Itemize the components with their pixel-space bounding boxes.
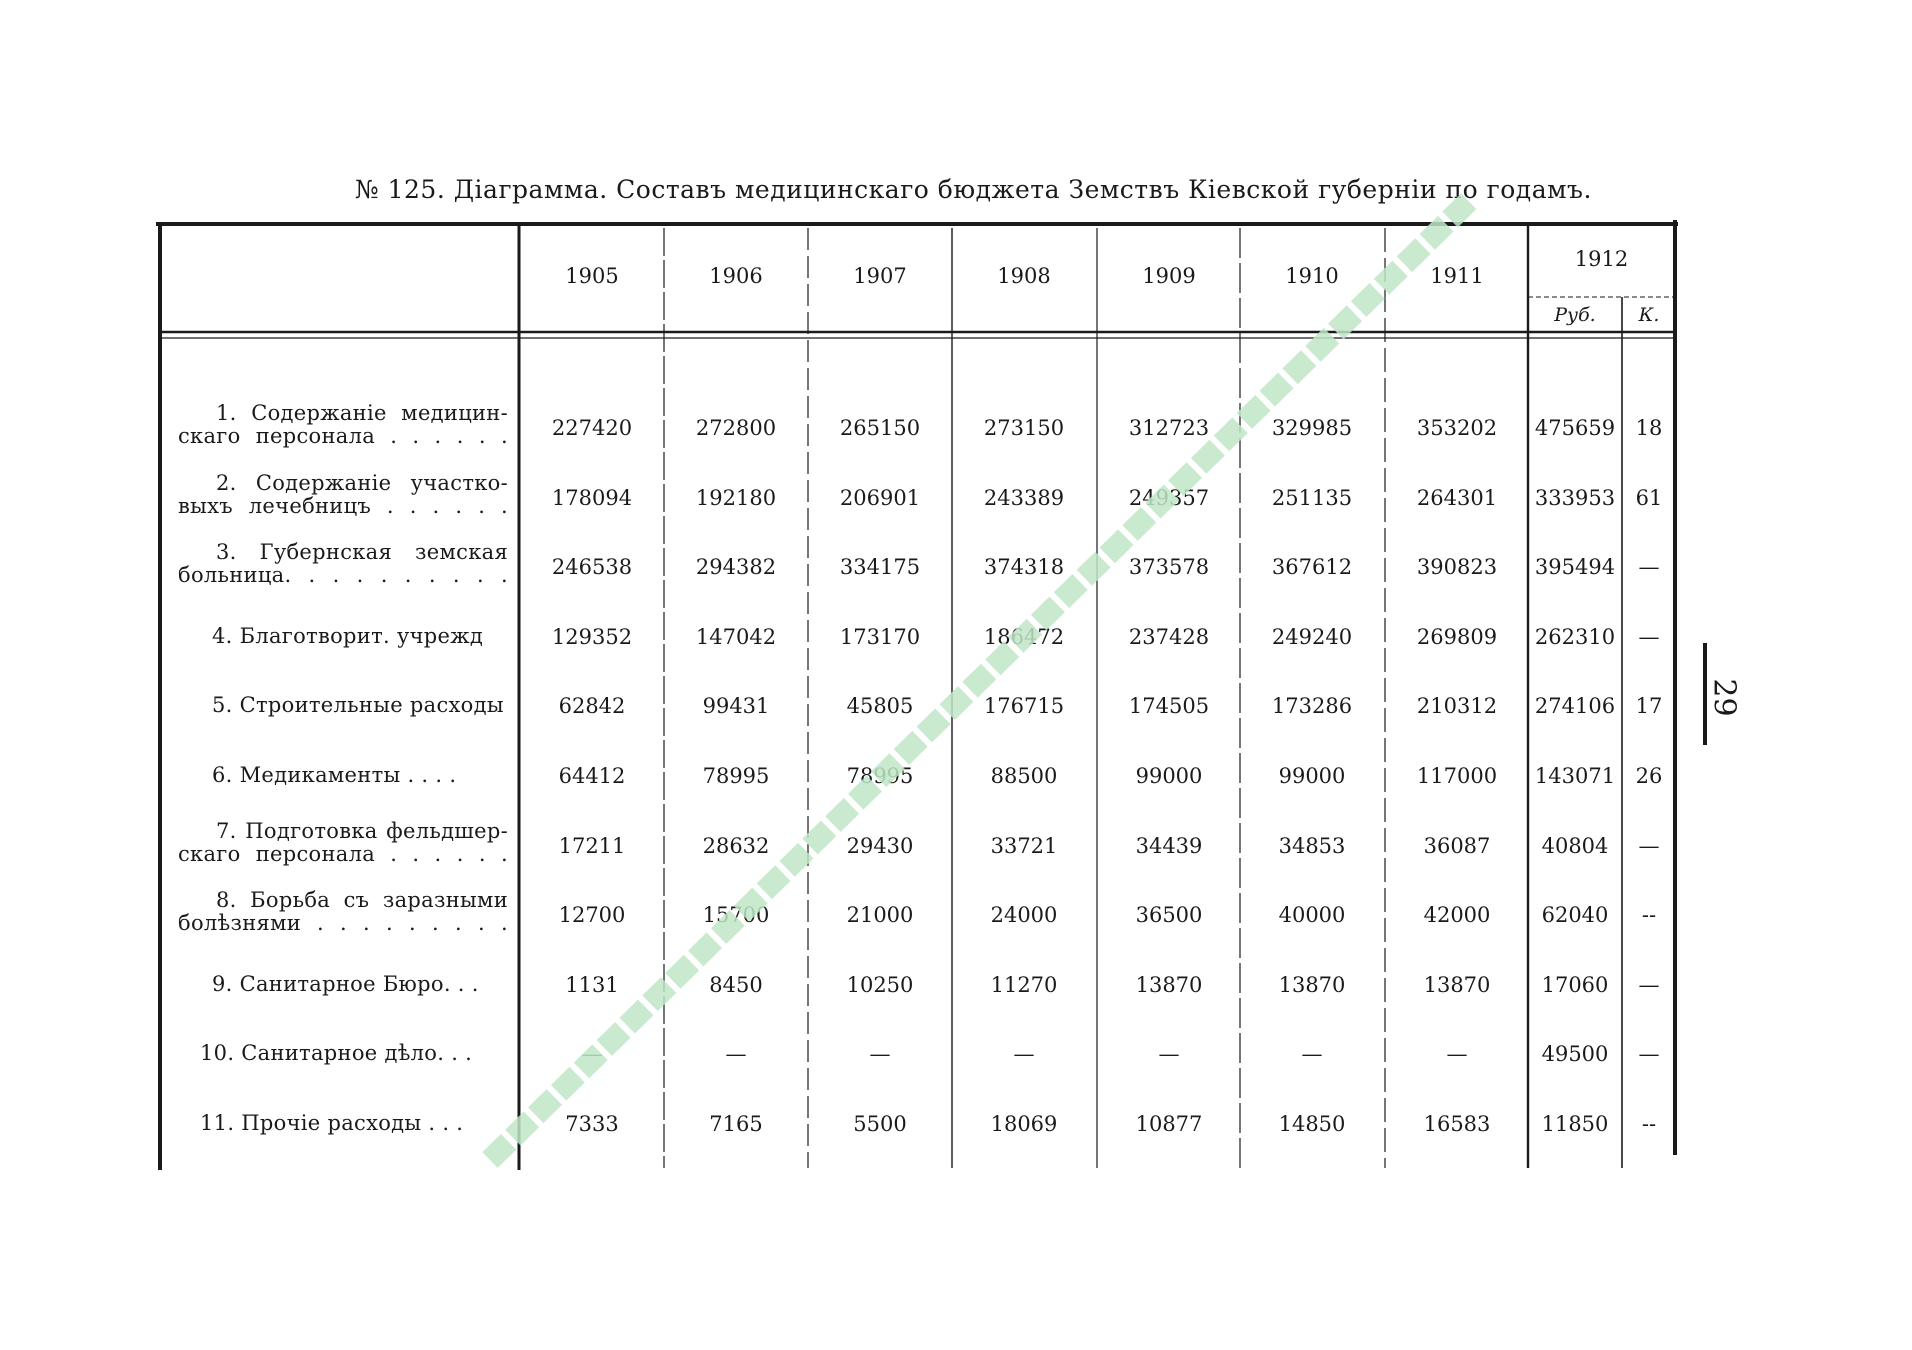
table-cell-kop: — — [1638, 625, 1660, 649]
table-cell: 173286 — [1271, 694, 1353, 718]
table-cell: 251135 — [1271, 486, 1353, 510]
table-cell: 273150 — [983, 416, 1065, 440]
table-cell: 99000 — [1135, 764, 1203, 788]
table-cell: 15700 — [702, 903, 770, 927]
row-label-line1: 9. Санитарное Бюро. . . — [212, 972, 479, 996]
table-cell: — — [1158, 1042, 1180, 1066]
table-cell: 367612 — [1271, 555, 1353, 579]
row-label-line2: скаго персонала . . . . . . — [178, 842, 508, 866]
table-cell: 329985 — [1271, 416, 1353, 440]
table-cell: 373578 — [1128, 555, 1210, 579]
table-cell: 13870 — [1423, 973, 1491, 997]
row-label-line1: 4. Благотворит. учрежд — [212, 624, 484, 648]
table-cell: 334175 — [839, 555, 921, 579]
table-cell: 13870 — [1135, 973, 1203, 997]
table-cell: 312723 — [1128, 416, 1210, 440]
table-cell-kop: 26 — [1635, 764, 1663, 788]
row-label-line1: 2. Содержаніе участко- — [216, 471, 508, 495]
table-cell: 272800 — [695, 416, 777, 440]
table-cell: 14850 — [1278, 1112, 1346, 1136]
table-cell: 62842 — [558, 694, 626, 718]
table-cell-rub: 395494 — [1534, 555, 1616, 579]
table-cell: 5500 — [853, 1112, 907, 1136]
table-cell: 34853 — [1278, 834, 1346, 858]
row-label-line2: болѣзнями . . . . . . . . . — [178, 911, 508, 935]
year-header-1909: 1909 — [1142, 264, 1196, 288]
row-label — [212, 973, 542, 996]
table-cell: 45805 — [846, 694, 914, 718]
table-cell: 265150 — [839, 416, 921, 440]
table-cell: 18069 — [990, 1112, 1058, 1136]
table-cell: 42000 — [1423, 903, 1491, 927]
year-header-1906: 1906 — [709, 264, 763, 288]
table-cell: 16583 — [1423, 1112, 1491, 1136]
table-cell: 13870 — [1278, 973, 1346, 997]
table-cell: 206901 — [839, 486, 921, 510]
table-cell: 17211 — [558, 834, 626, 858]
table-title: № 125. Діаграмма. Составъ медицинскаго бюджета Земствъ Кіевской губерніи по годамъ. — [355, 175, 1592, 204]
year-header-1908: 1908 — [997, 264, 1051, 288]
table-cell: — — [1301, 1042, 1323, 1066]
table-cell: 243389 — [983, 486, 1065, 510]
table-cell: 227420 — [551, 416, 633, 440]
table-cell: 249240 — [1271, 625, 1353, 649]
row-label — [178, 402, 508, 448]
table-cell-rub: 40804 — [1541, 834, 1609, 858]
table-cell-rub: 274106 — [1534, 694, 1616, 718]
kop-subheader: К. — [1638, 304, 1660, 326]
row-label — [200, 1112, 530, 1135]
table-cell: 176715 — [983, 694, 1065, 718]
table-cell-rub: 11850 — [1541, 1112, 1609, 1136]
table-cell: 390823 — [1416, 555, 1498, 579]
table-cell: — — [1446, 1042, 1468, 1066]
row-label-line1: 10. Санитарное дѣло. . . — [200, 1041, 473, 1065]
table-cell: — — [869, 1042, 891, 1066]
row-label-line1: 6. Медикаменты . . . . — [212, 763, 457, 787]
row-label — [178, 541, 508, 587]
row-label — [178, 889, 508, 935]
year-header-1910: 1910 — [1285, 264, 1339, 288]
table-cell: 237428 — [1128, 625, 1210, 649]
table-cell: 29430 — [846, 834, 914, 858]
page-number: 29 — [1706, 678, 1742, 717]
table-cell-rub: 333953 — [1534, 486, 1616, 510]
table-cell: 374318 — [983, 555, 1065, 579]
table-cell: 10250 — [846, 973, 914, 997]
row-label — [178, 820, 508, 866]
row-label-line1: 8. Борьба съ заразными — [216, 888, 508, 912]
table-cell: 11270 — [990, 973, 1058, 997]
year-header-1907: 1907 — [853, 264, 907, 288]
table-cell: 192180 — [695, 486, 777, 510]
table-cell-rub: 49500 — [1541, 1042, 1609, 1066]
table-cell: 174505 — [1128, 694, 1210, 718]
row-label-line1: 7. Подготовка фельдшер- — [216, 819, 508, 843]
table-cell: 178094 — [551, 486, 633, 510]
row-label-line2: скаго персонала . . . . . . — [178, 424, 508, 448]
row-label — [212, 694, 542, 717]
table-cell: 7165 — [709, 1112, 763, 1136]
table-cell: 353202 — [1416, 416, 1498, 440]
table-cell: 147042 — [695, 625, 777, 649]
table-cell-rub: 262310 — [1534, 625, 1616, 649]
table-cell-kop: 61 — [1635, 486, 1663, 510]
table-cell: 28632 — [702, 834, 770, 858]
table-cell: 36500 — [1135, 903, 1203, 927]
table-cell: 21000 — [846, 903, 914, 927]
table-cell: 173170 — [839, 625, 921, 649]
table-cell-rub: 143071 — [1534, 764, 1616, 788]
row-label — [212, 625, 542, 648]
table-cell: 129352 — [551, 625, 633, 649]
table-cell: 264301 — [1416, 486, 1498, 510]
table-cell: 99431 — [702, 694, 770, 718]
table-cell: 36087 — [1423, 834, 1491, 858]
table-cell: 12700 — [558, 903, 626, 927]
table-cell: 78995 — [702, 764, 770, 788]
row-label-line1: 1. Содержаніе медицин- — [216, 401, 508, 425]
table-cell: 40000 — [1278, 903, 1346, 927]
table-cell: 210312 — [1416, 694, 1498, 718]
table-cell-kop: — — [1638, 973, 1660, 997]
table-cell: — — [1013, 1042, 1035, 1066]
table-cell: 269809 — [1416, 625, 1498, 649]
row-label-line2: больница. . . . . . . . . . — [178, 563, 508, 587]
table-cell-rub: 475659 — [1534, 416, 1616, 440]
table-cell-kop: -- — [1641, 1112, 1657, 1136]
table-cell-rub: 17060 — [1541, 973, 1609, 997]
table-cell-rub: 62040 — [1541, 903, 1609, 927]
rub-subheader: Руб. — [1554, 304, 1596, 326]
table-cell: 33721 — [990, 834, 1058, 858]
table-cell: 78995 — [846, 764, 914, 788]
table-cell: 34439 — [1135, 834, 1203, 858]
table-cell-kop: — — [1638, 555, 1660, 579]
year-header-1905: 1905 — [565, 264, 619, 288]
table-cell-kop: -- — [1641, 903, 1657, 927]
row-label — [200, 1042, 530, 1065]
table-cell: 10877 — [1135, 1112, 1203, 1136]
row-label-line2: выхъ лечебницъ . . . . . . — [178, 494, 508, 518]
table-cell: 7333 — [565, 1112, 619, 1136]
table-cell-kop: 18 — [1635, 416, 1663, 440]
row-label — [178, 472, 508, 518]
table-cell: 64412 — [558, 764, 626, 788]
table-cell: 24000 — [990, 903, 1058, 927]
table-cell: 249357 — [1128, 486, 1210, 510]
table-cell: — — [725, 1042, 747, 1066]
table-cell: 8450 — [709, 973, 763, 997]
table-cell: 117000 — [1416, 764, 1498, 788]
table-cell: 1131 — [565, 973, 619, 997]
table-cell-kop: — — [1638, 1042, 1660, 1066]
table-cell: — — [581, 1042, 603, 1066]
row-label — [212, 764, 542, 787]
table-cell-kop: 17 — [1635, 694, 1663, 718]
table-cell: 186472 — [983, 625, 1065, 649]
table-cell: 246538 — [551, 555, 633, 579]
year-header-1911: 1911 — [1430, 264, 1484, 288]
row-label-line1: 5. Строительные расходы — [212, 693, 504, 717]
year-header-1912: 1912 — [1574, 247, 1629, 271]
row-label-line1: 11. Прочіе расходы . . . — [200, 1111, 464, 1135]
table-cell: 294382 — [695, 555, 777, 579]
row-label-line1: 3. Губернская земская — [216, 540, 508, 564]
table-cell-kop: — — [1638, 834, 1660, 858]
table-cell: 88500 — [990, 764, 1058, 788]
table-cell: 99000 — [1278, 764, 1346, 788]
